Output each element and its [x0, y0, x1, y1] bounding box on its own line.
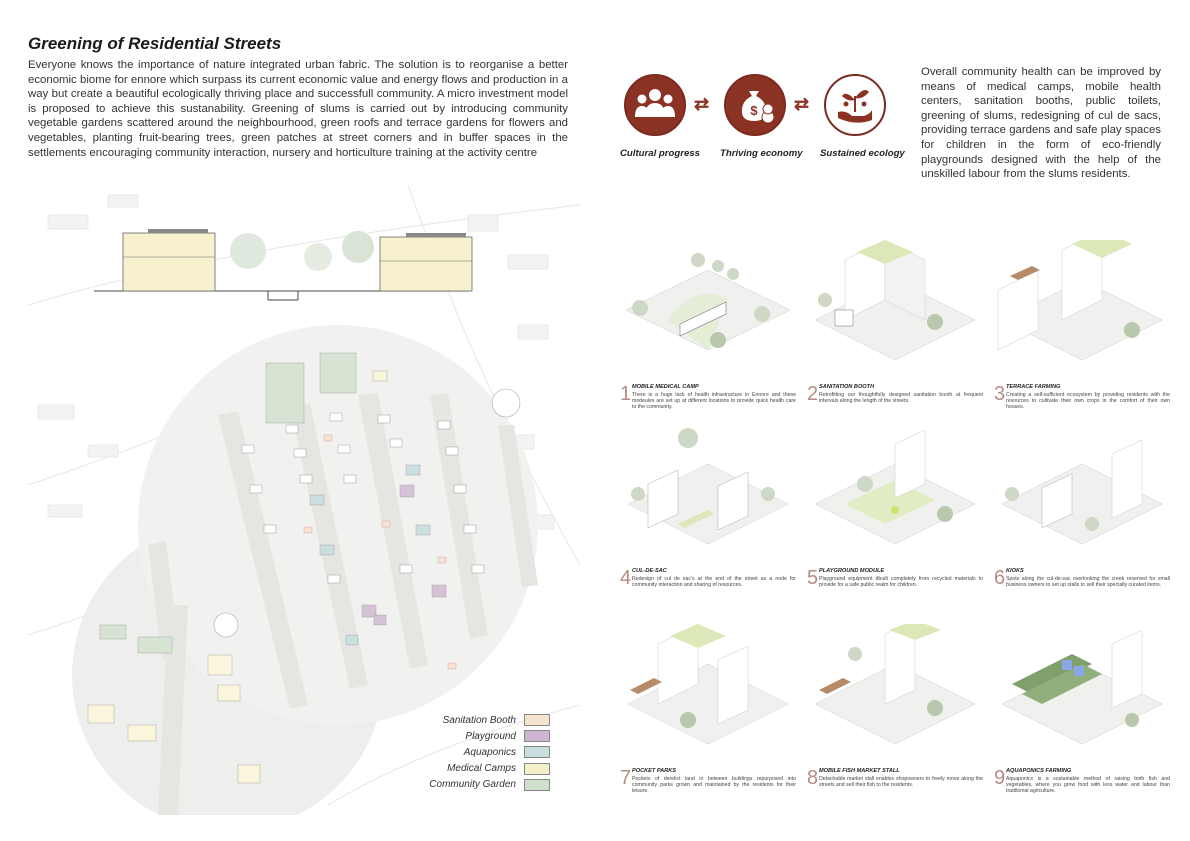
cycle-arrow-icon: ⇄ [794, 94, 810, 114]
module-illustration [618, 624, 796, 764]
module-text: Spots along the cul-de-sac overlooking the creek reserved for small business owners to set up stalls to sell their specially curated items. [1006, 576, 1170, 589]
street-section [94, 229, 472, 300]
module-text: Detachable market stall enables shopowners to freely move along the streets and sell their fish to the residents. [819, 776, 983, 789]
module-card [805, 240, 983, 430]
module-number: 8 [807, 767, 819, 789]
module-title: SANITATION BOOTH [819, 384, 875, 390]
cycle-label: Thriving economy [720, 148, 803, 159]
cycle-arrow-icon: ⇄ [694, 94, 710, 114]
module-card [618, 624, 796, 814]
module-illustration [992, 424, 1170, 564]
module-card [992, 624, 1170, 814]
legend-swatch [524, 714, 550, 726]
intro-paragraph: Everyone knows the importance of nature integrated urban fabric. The solution is to reorganise a better economic biome for ennore which surpass its current economic value and energy flows and production in a way but create a beautiful ecologically thriving place and successfull community. A micro investment model is proposed to achieve this sustanability. Greening of slums is carried out by introducing community vegetable gardens scattered around the neighbourhood, green roofs and terrace gardens for flowers and vegetables, planting fruit-bearing trees, green patches at street corners and in buffer spaces in the settlements encouraging community interaction, nursery and horticulture training at the activity centre [28, 59, 568, 159]
legend-item [420, 744, 550, 760]
legend-label: Community Garden [429, 779, 516, 791]
module-illustration [992, 624, 1170, 764]
module-number: 1 [620, 383, 632, 405]
module-text: Retrofitting our thoughtfully designed sanitation booth at frequent intervals along the length of the streets. [819, 392, 983, 405]
legend [420, 712, 550, 793]
legend-swatch [524, 763, 550, 775]
module-card [805, 624, 983, 814]
module-title: MOBILE FISH MARKET STALL [819, 768, 900, 774]
module-number: 9 [994, 767, 1006, 789]
module-grid [618, 240, 1170, 820]
module-title: AQUAPONICS FARMING [1006, 768, 1072, 774]
module-number: 3 [994, 383, 1006, 405]
module-illustration [992, 240, 1170, 380]
module-card [992, 240, 1170, 430]
module-card [618, 240, 796, 430]
module-text: Playground equipment dbuilt completely from recycled materials to provide for a safe public realm for children. [819, 576, 983, 589]
module-text: Aquaponics is a sustainable method of raising both fish and vegetables, where you grow food with less water and labour than traditional agriculture. [1006, 776, 1170, 795]
cycle-label: Cultural progress [620, 148, 700, 159]
module-text: Redesign of cul de sac's at the end of the street as a node for community interaction and sharing of resources. [632, 576, 796, 589]
module-card [992, 424, 1170, 614]
module-number: 4 [620, 567, 632, 589]
page-title: Greening of Residential Streets [28, 34, 282, 53]
cycle-diagram [618, 74, 908, 174]
legend-label: Playground [465, 730, 516, 742]
module-illustration [618, 240, 796, 380]
money-bag-icon [724, 74, 786, 136]
module-text: Creating a self-sufficient ecosystem by providing residents with the resources to cultivate their own crops in the comfort of their own houses. [1006, 392, 1170, 411]
module-title: MOBILE MEDICAL CAMP [632, 384, 699, 390]
module-card [618, 424, 796, 614]
plant-hand-icon [824, 74, 886, 136]
cycle-label: Sustained ecology [820, 148, 905, 159]
module-title: PLAYGROUND MODULE [819, 568, 885, 574]
module-number: 5 [807, 567, 819, 589]
module-illustration [618, 424, 796, 564]
module-number: 6 [994, 567, 1006, 589]
module-title: CUL-DE-SAC [632, 568, 667, 574]
module-title: KIOKS [1006, 568, 1024, 574]
module-title: POCKET PARKS [632, 768, 677, 774]
module-illustration [805, 240, 983, 380]
legend-item [420, 712, 550, 728]
module-text: There is a huge lack of health infrastructure in Ennore and these modeules are set up at different locations to provide quick health care to the community. [632, 392, 796, 411]
legend-item [420, 777, 550, 793]
people-icon [624, 74, 686, 136]
legend-label: Sanitation Booth [442, 714, 516, 726]
module-title: TERRACE FARMING [1006, 384, 1061, 390]
module-number: 2 [807, 383, 819, 405]
legend-item [420, 761, 550, 777]
legend-swatch [524, 779, 550, 791]
legend-swatch [524, 730, 550, 742]
module-card [805, 424, 983, 614]
overall-paragraph: Overall community health can be improved by means of medical camps, mobile health centers, sanitation booths, public toilets, greening of slums, redesigning of cul de sacs, providing terrace gardens and safe play spaces for children in the form of eco-friendly playgrounds designed with the help of the unskilled labour from the slums residents. [921, 66, 1161, 181]
legend-label: Medical Camps [447, 763, 516, 775]
svg-text:$: $ [750, 103, 758, 118]
module-text: Pockets of derelict land in between buildings repurposed into community parks grown and maintained by the residents for their leisure. [632, 776, 796, 795]
module-number: 7 [620, 767, 632, 789]
module-illustration [805, 424, 983, 564]
module-illustration [805, 624, 983, 764]
legend-swatch [524, 746, 550, 758]
legend-item [420, 728, 550, 744]
legend-label: Aquaponics [463, 746, 516, 758]
